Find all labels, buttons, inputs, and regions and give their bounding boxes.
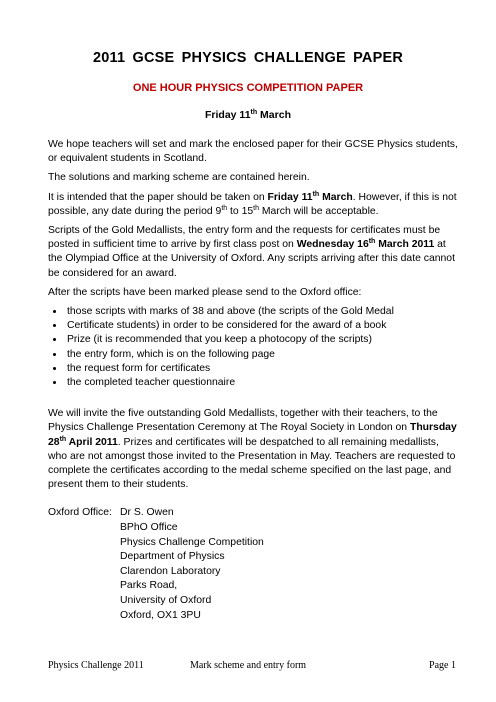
page-subtitle: ONE HOUR PHYSICS COMPETITION PAPER	[132, 82, 364, 94]
ceremony-paragraph	[48, 407, 458, 492]
send-paragraph: After the scripts have been marked please send to the Oxford office:	[48, 286, 362, 298]
address-line: Department of Physics	[120, 551, 225, 563]
address-line: BPhO Office	[120, 522, 178, 534]
scripts-deadline	[297, 239, 435, 250]
office-address	[48, 506, 458, 623]
document-body	[48, 138, 458, 623]
ceremony-date-sup: th	[59, 435, 67, 443]
timing-date-month: March	[319, 191, 353, 203]
address-line: Dr S. Owen	[120, 507, 174, 519]
scripts-deadline-sup: th	[368, 238, 376, 246]
timing-date	[268, 192, 353, 203]
solutions-paragraph: The solutions and marking scheme are contained herein.	[48, 172, 310, 184]
date-prefix: Friday 11	[205, 109, 251, 121]
address-line: Physics Challenge Competition	[120, 536, 264, 548]
scripts-text-2: at the Olympiad Office at the University of Oxford. Any scripts arriving after this date cannot be considered for an award.	[48, 239, 455, 279]
list-item: • the entry form, which is on the following page	[65, 348, 458, 362]
ceremony-text-1: We will invite the five outstanding Gold Medallists, together with their teachers, to the Physics Challenge Presentation Ceremony at The Royal Society in London on	[48, 408, 438, 434]
timing-date-sup: th	[312, 190, 320, 198]
list-item: • Prize (it is recommended that you keep a photocopy of the scripts)	[65, 333, 458, 347]
timing-date-day: Friday 11	[267, 191, 313, 203]
page-number: Page 1	[429, 660, 456, 671]
date-suffix: March	[257, 109, 291, 121]
scripts-deadline-month: March 2011	[375, 239, 435, 251]
competition-date	[0, 109, 496, 121]
footer-middle: Mark scheme and entry form	[190, 660, 307, 671]
timing-paragraph	[48, 191, 458, 219]
timing-text-1: It is intended that the paper should be taken on	[48, 191, 268, 203]
scripts-paragraph	[48, 224, 458, 281]
list-item: • Certificate students) in order to be considered for the award of a book	[65, 319, 458, 333]
page-title: 2011 GCSE PHYSICS CHALLENGE PAPER	[92, 50, 404, 66]
timing-text-3: to 15	[227, 205, 254, 217]
address-label: Oxford Office:	[48, 507, 112, 519]
footer-left: Physics Challenge 2011	[48, 660, 144, 671]
list-item: • the request form for certificates	[65, 362, 458, 376]
send-list	[48, 305, 458, 390]
ceremony-date-month: April 2011	[66, 436, 118, 448]
ceremony-date-day: Thursday 28	[48, 422, 457, 448]
address-line: Oxford, OX1 3PU	[120, 609, 201, 621]
timing-text-2: . However, if this is not possible, any date during the period 9	[48, 191, 457, 217]
list-item: • those scripts with marks of 38 and above (the scripts of the Gold Medal	[65, 305, 458, 319]
address-lines	[120, 506, 264, 623]
ceremony-text-2: . Prizes and certificates will be despatched to all remaining medallists, who are not amongst those invited to the Presentation in May. Teachers are requested to complete the certificates according to the medal scheme specified on the last page, and present them to their students.	[48, 436, 456, 491]
timing-text-4: March will be acceptable.	[259, 205, 379, 217]
list-item: • the completed teacher questionnaire	[65, 376, 458, 390]
scripts-deadline-day: Wednesday 16	[296, 239, 369, 251]
page-footer	[48, 660, 456, 674]
timing-sup-2: th	[221, 204, 228, 212]
address-line: Clarendon Laboratory	[120, 565, 221, 577]
address-line: Parks Road,	[120, 580, 178, 592]
scripts-text-1: Scripts of the Gold Medallists, the entry form and the requests for certificates must be posted in sufficient time to arrive by first class post on	[48, 225, 441, 251]
date-superscript: th	[250, 109, 258, 116]
timing-sup-3: th	[253, 204, 259, 212]
intro-paragraph: We hope teachers will set and mark the enclosed paper for their GCSE Physics students, or equivalent students in Scotland.	[48, 139, 458, 165]
address-line: University of Oxford	[120, 595, 212, 607]
